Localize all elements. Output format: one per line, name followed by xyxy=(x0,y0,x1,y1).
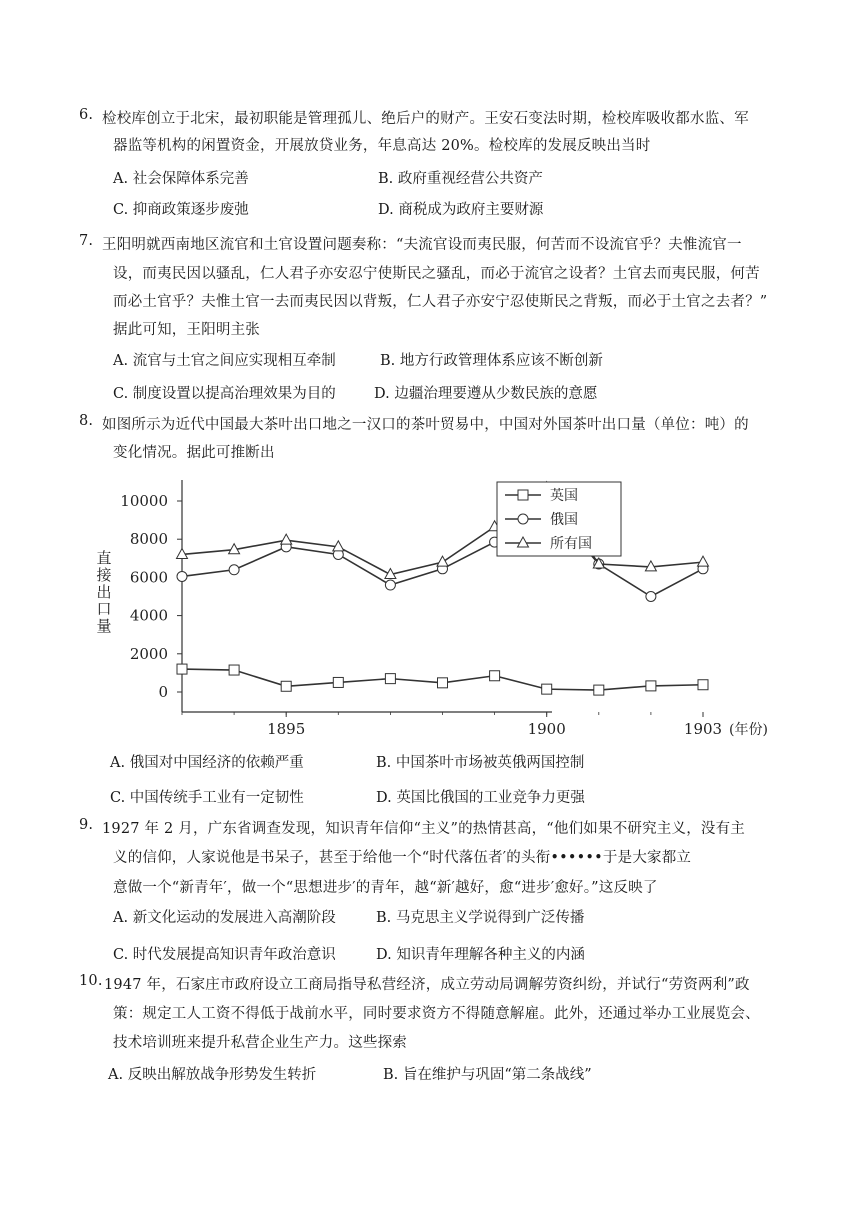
data-point-square xyxy=(518,490,528,500)
question-text: 器监等机构的闲置资金，开展放贷业务，年息高达 20%。检校库的发展反映出当时 xyxy=(113,138,651,154)
option-c: C. 制度设置以提高治理效果为目的 xyxy=(113,386,336,402)
y-tick-label: 2000 xyxy=(129,644,168,663)
x-axis-label: (年份) xyxy=(729,722,768,738)
data-point-square xyxy=(385,674,395,684)
question-text: 意做一个“新青年′，做一个“思想进步′的青年，越“新′越好，愈“进步′愈好。”这反映了 xyxy=(113,880,658,896)
question-text: 变化情况。据此可推断出 xyxy=(113,445,275,461)
data-point-triangle xyxy=(437,556,448,566)
data-point-square xyxy=(542,684,552,694)
question-text: 1927 年 2 月，广东省调查发现，知识青年信仰“主义”的热情甚高，“他们如果不研究主义，没有主 xyxy=(102,821,745,837)
question-text: 技术培训班来提升私营企业生产力。这些探索 xyxy=(113,1035,407,1051)
question-number: 6. xyxy=(79,107,94,123)
y-tick-label: 8000 xyxy=(129,530,168,549)
data-point-square xyxy=(177,664,187,674)
option-c: C. 中国传统手工业有一定韧性 xyxy=(110,790,304,806)
y-axis-label-char: 出 xyxy=(96,583,112,601)
option-d: D. 英国比俄国的工业竞争力更强 xyxy=(376,790,585,806)
data-point-circle xyxy=(385,580,395,590)
question-number: 10. xyxy=(79,973,103,989)
option-a: A. 新文化运动的发展进入高潮阶段 xyxy=(113,910,336,926)
y-tick-label: 4000 xyxy=(129,606,168,625)
option-c: C. 时代发展提高知识青年政治意识 xyxy=(113,947,336,963)
data-point-triangle xyxy=(698,556,709,566)
series-line xyxy=(182,504,703,597)
option-a: A. 俄国对中国经济的依赖严重 xyxy=(110,755,304,771)
legend-label: 英国 xyxy=(550,488,578,504)
data-point-square xyxy=(281,681,291,691)
question-text: 而必土官乎？夫惟土官一去而夷民因以背叛，仁人君子亦安宁忍使斯民之背叛，而必于土官之去者？” xyxy=(113,294,768,310)
option-b: B. 旨在维护与巩固“第二条战线” xyxy=(383,1067,592,1083)
y-tick-label: 6000 xyxy=(129,568,168,587)
data-point-circle xyxy=(646,592,656,602)
option-a: A. 流官与土官之间应实现相互牵制 xyxy=(113,353,336,369)
question-text: 检校库创立于北宋，最初职能是管理孤儿、绝后户的财产。王安石变法时期，检校库吸收都水监、军 xyxy=(102,111,749,127)
y-tick-label: 10000 xyxy=(120,492,168,510)
data-point-square xyxy=(333,677,343,687)
data-point-square xyxy=(698,680,708,690)
x-tick-label: 1900 xyxy=(527,720,566,738)
y-axis-label-char: 口 xyxy=(96,600,112,618)
x-tick-label: 1903 xyxy=(683,720,723,738)
question-number: 9. xyxy=(79,817,94,833)
series-circle xyxy=(177,499,708,602)
tea-export-line-chart xyxy=(90,472,768,744)
series-triangle xyxy=(177,482,709,579)
data-point-square xyxy=(490,671,500,681)
option-d: D. 边疆治理要遵从少数民族的意愿 xyxy=(374,386,598,402)
y-axis-label-char: 直 xyxy=(96,549,112,567)
data-point-square xyxy=(594,685,604,695)
option-b: B. 马克思主义学说得到广泛传播 xyxy=(376,910,585,926)
question-number: 8. xyxy=(79,413,94,429)
question-text: 设，而夷民因以骚乱，仁人君子亦安忍宁使斯民之骚乱，而必于流官之设者？土官去而夷民服，何苦 xyxy=(113,266,760,282)
data-point-square xyxy=(646,681,656,691)
option-a: A. 反映出解放战争形势发生转折 xyxy=(108,1067,317,1083)
data-point-square xyxy=(229,665,239,675)
y-axis-label-char: 接 xyxy=(96,566,112,584)
question-text: 策：规定工人工资不得低于战前水平，同时要求资方不得随意解雇。此外，还通过举办工业展览会、 xyxy=(113,1006,760,1022)
y-tick-label: 0 xyxy=(158,683,168,701)
question-text: 王阳明就西南地区流官和土官设置问题奏称：“夫流官设而夷民服，何苦而不设流官乎？夫惟流官一 xyxy=(102,237,742,253)
option-c: C. 抑商政策逐步废弛 xyxy=(113,202,249,218)
option-d: D. 知识青年理解各种主义的内涵 xyxy=(376,947,585,963)
data-point-circle xyxy=(518,514,528,524)
series-square xyxy=(177,664,708,695)
question-text: 如图所示为近代中国最大茶叶出口地之一汉口的茶叶贸易中，中国对外国茶叶出口量（单位：吨）的 xyxy=(102,417,749,433)
option-d: D. 商税成为政府主要财源 xyxy=(378,202,544,218)
x-tick-label: 1895 xyxy=(267,720,306,738)
data-point-square xyxy=(438,678,448,688)
option-b: B. 政府重视经营公共资产 xyxy=(378,171,543,187)
legend-label: 俄国 xyxy=(550,512,578,528)
option-a: A. 社会保障体系完善 xyxy=(113,171,249,187)
question-text: 1947 年，石家庄市政府设立工商局指导私营经济，成立劳动局调解劳资纠纷，并试行“劳资两利”政 xyxy=(104,977,750,993)
data-point-circle xyxy=(229,565,239,575)
y-axis-label-char: 量 xyxy=(96,617,112,635)
data-point-circle xyxy=(177,571,187,581)
legend-label: 所有国 xyxy=(550,536,592,552)
question-text: 义的信仰，人家说他是书呆子，甚至于给他一个“时代落伍者′的头衔••••••于是大家都立 xyxy=(113,850,692,866)
question-number: 7. xyxy=(79,233,94,249)
question-text: 据此可知，王阳明主张 xyxy=(113,322,260,338)
data-point-triangle xyxy=(281,534,292,544)
option-b: B. 中国茶叶市场被英俄两国控制 xyxy=(376,755,585,771)
option-b: B. 地方行政管理体系应该不断创新 xyxy=(380,353,603,369)
